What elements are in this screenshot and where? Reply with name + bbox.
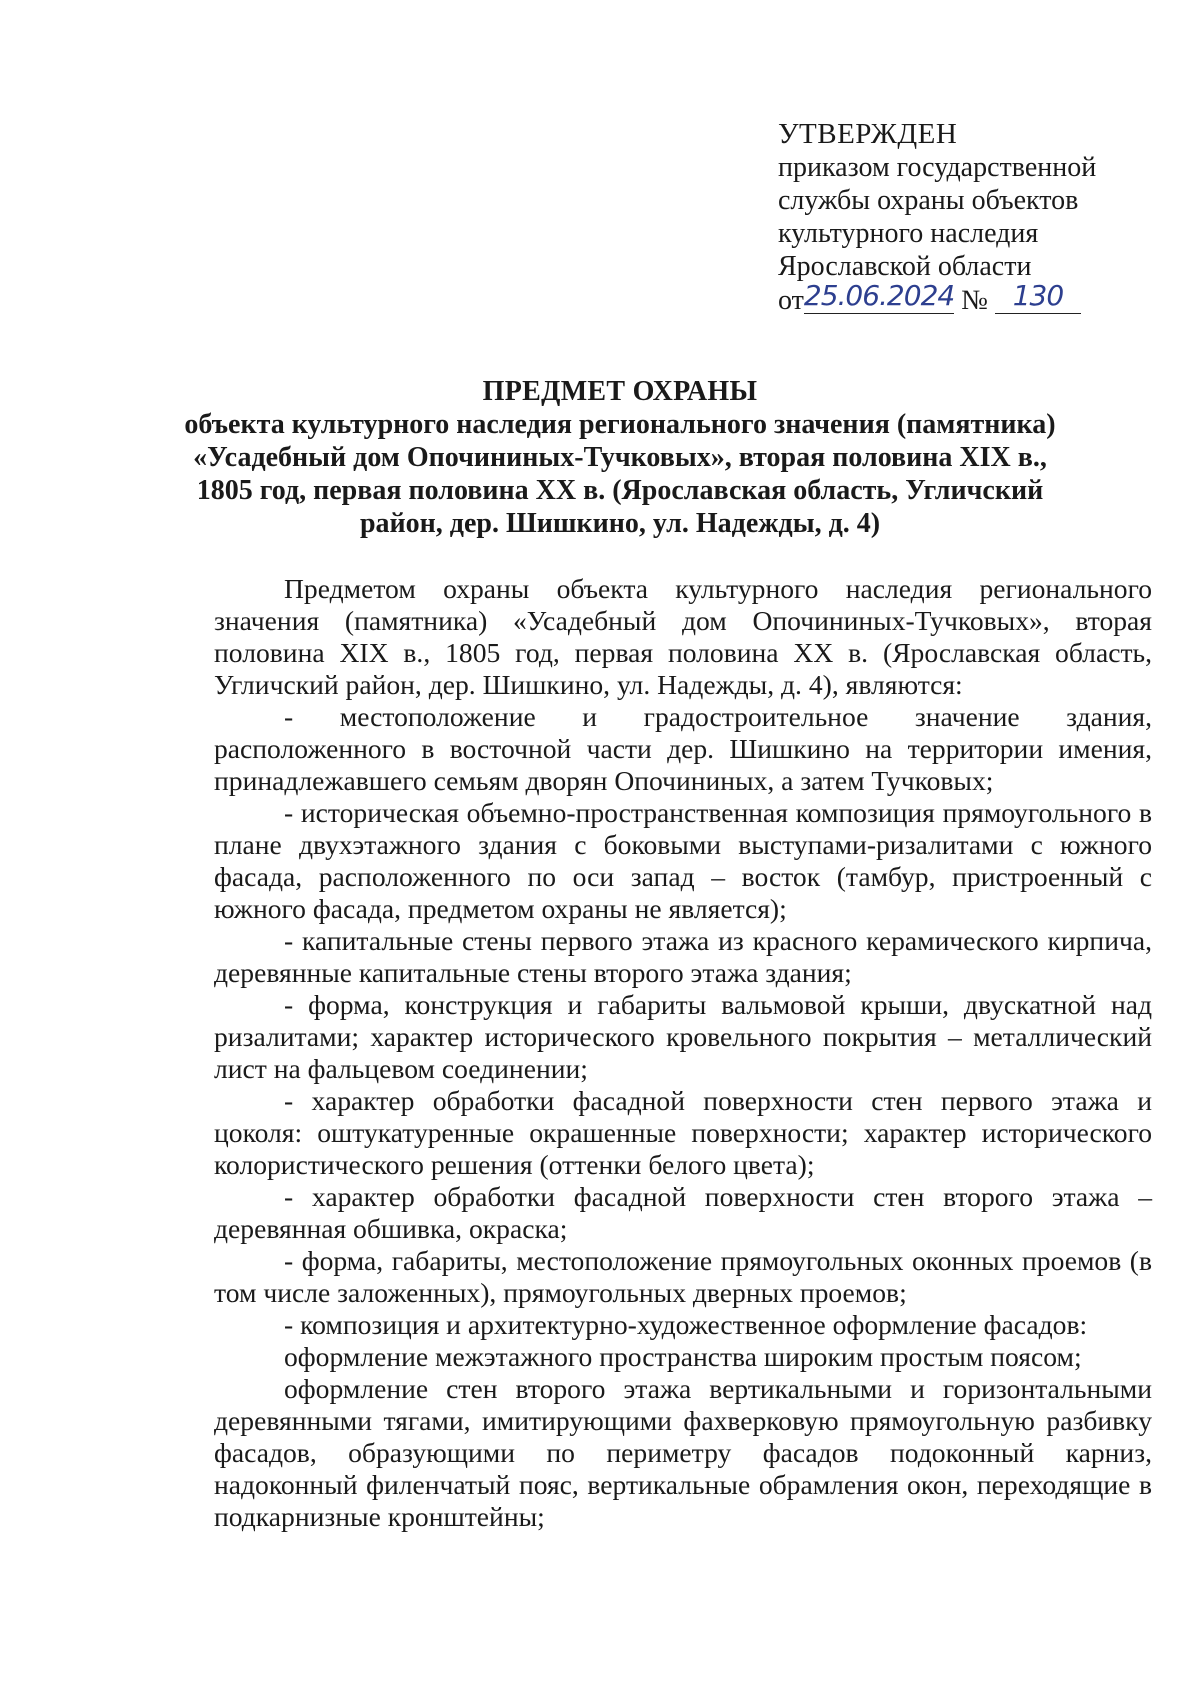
handwritten-date: 25.06.2024 bbox=[803, 279, 955, 312]
document-body bbox=[214, 573, 1152, 1533]
body-paragraph-interfloor-belt: оформление межэтажного пространства широким простым поясом; bbox=[284, 1341, 1082, 1372]
handwritten-number: 130 bbox=[1012, 279, 1064, 312]
title-line-4: район, дер. Шишкино, ул. Надежды, д. 4) bbox=[359, 508, 881, 539]
approval-line-3: культурного наследия bbox=[778, 218, 1039, 249]
date-prefix: от bbox=[778, 285, 804, 316]
body-paragraph-composition: - историческая объемно-пространственная композиция прямоугольного в плане двухэтажного здания с боковыми выступами-ризалитами с южного фасада, расположенного по оси запад – восток (тамбур, пристроенный с южного фасада, предметом охраны не является); bbox=[214, 797, 1152, 924]
approval-stamp-block bbox=[778, 118, 1108, 317]
body-paragraph-walls: - капитальные стены первого этажа из красного керамического кирпича, деревянные капитальные стены второго этажа здания; bbox=[214, 925, 1152, 988]
date-field bbox=[803, 279, 955, 314]
body-paragraph-first-floor-finish: - характер обработки фасадной поверхности стен первого этажа и цоколя: оштукатуренные окрашенные поверхности; характер исторического колористического решения (оттенки белого цвета); bbox=[214, 1085, 1152, 1180]
approval-line-1: приказом государственной bbox=[778, 152, 1097, 183]
title-line-1: объекта культурного наследия регионального значения (памятника) bbox=[184, 409, 1056, 440]
body-paragraph-intro: Предметом охраны объекта культурного наследия регионального значения (памятника) «Усадебный дом Опочининых-Тучковых», вторая половина XIX в., 1805 год, первая половина XX в. (Ярославская область, Угличский район, дер. Шишкино, ул. Надежды, д. 4), являются: bbox=[214, 573, 1152, 700]
body-paragraph-facade-design: - композиция и архитектурно-художественное оформление фасадов: bbox=[284, 1309, 1088, 1340]
body-paragraph-openings: - форма, габариты, местоположение прямоугольных оконных проемов (в том числе заложенных), прямоугольных дверных проемов; bbox=[214, 1245, 1152, 1308]
approval-line-2: службы охраны объектов bbox=[778, 185, 1079, 216]
approval-line-4: Ярославской области bbox=[778, 251, 1032, 282]
number-field bbox=[995, 279, 1081, 314]
document-title-block bbox=[150, 375, 1090, 540]
body-paragraph-second-floor-finish: - характер обработки фасадной поверхности стен второго этажа – деревянная обшивка, окраска; bbox=[214, 1181, 1152, 1244]
title-line-2: «Усадебный дом Опочининых-Тучковых», вторая половина XIX в., bbox=[193, 442, 1047, 473]
approval-heading: УТВЕРЖДЕН bbox=[778, 118, 958, 150]
title-line-3: 1805 год, первая половина XX в. (Ярославская область, Угличский bbox=[196, 475, 1044, 506]
number-sign: № bbox=[961, 285, 988, 316]
document-title: ПРЕДМЕТ ОХРАНЫ bbox=[482, 376, 758, 407]
approval-date-number-line bbox=[778, 279, 1108, 317]
body-paragraph-location: - местоположение и градостроительное значение здания, расположенного в восточной части дер. Шишкино на территории имения, принадлежавшего семьям дворян Опочининых, а затем Тучковых; bbox=[214, 701, 1152, 796]
body-paragraph-roof: - форма, конструкция и габариты вальмовой крыши, двускатной над ризалитами; характер исторического кровельного покрытия – металлический лист на фальцевом соединении; bbox=[214, 989, 1152, 1084]
body-paragraph-timber-frame: оформление стен второго этажа вертикальными и горизонтальными деревянными тягами, имитирующими фахверковую прямоугольную разбивку фасадов, образующими по периметру фасадов подоконный карниз, надоконный филенчатый пояс, вертикальные обрамления окон, переходящие в подкарнизные кронштейны; bbox=[214, 1373, 1152, 1532]
